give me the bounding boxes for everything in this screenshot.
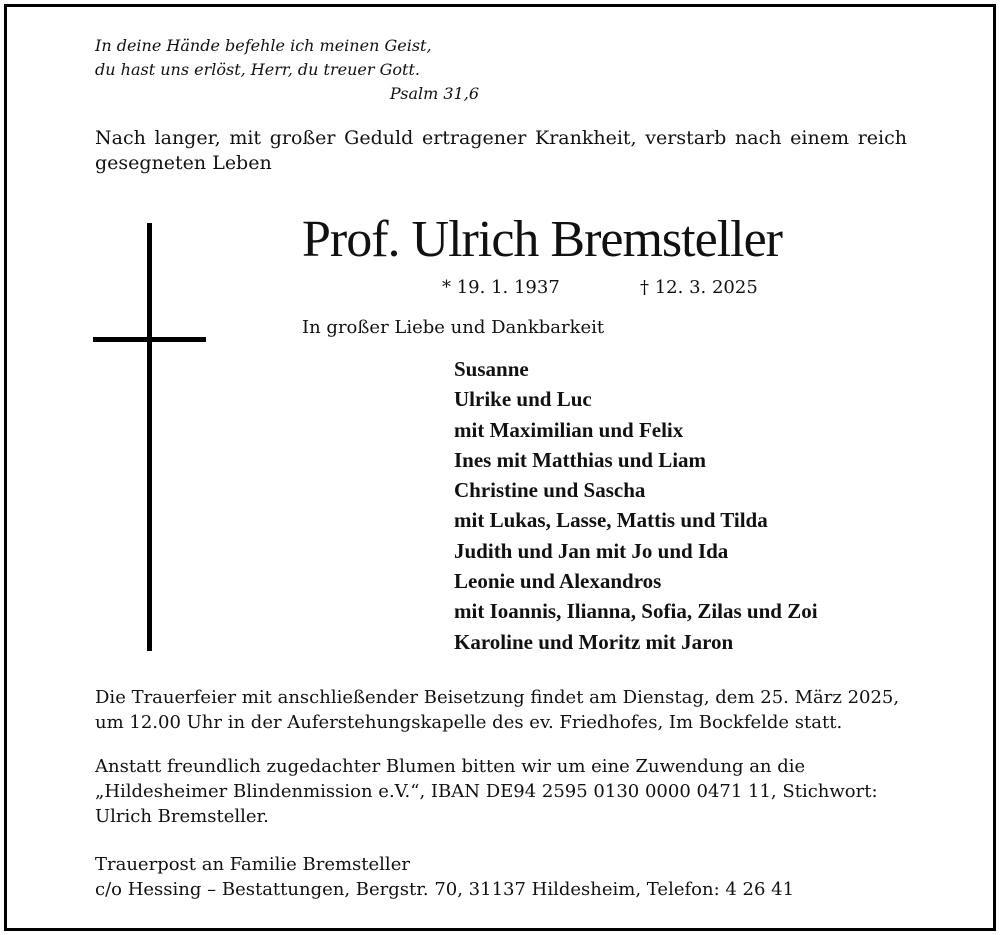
- family-list: [454, 354, 818, 657]
- family-member: Susanne: [454, 357, 529, 381]
- verse-line-2: du hast uns erlöst, Herr, du treuer Gott.: [95, 60, 420, 79]
- birth-date: * 19. 1. 1937: [442, 277, 560, 298]
- bible-verse: [95, 34, 479, 106]
- family-member: Ulrike und Luc: [454, 387, 592, 412]
- family-member: Leonie und Alexandros: [454, 569, 662, 594]
- donation-line-2: „Hildesheimer Blindenmission e.V.“, IBAN DE94 2595 0130 0000 0471 11, Stichwort:: [95, 781, 878, 802]
- donation-line-3: Ulrich Bremsteller.: [95, 806, 269, 827]
- family-member: Christine und Sascha: [454, 478, 646, 503]
- family-member: mit Lukas, Lasse, Mattis und Tilda: [454, 508, 768, 533]
- death-date: † 12. 3. 2025: [640, 277, 758, 298]
- deceased-name: Prof. Ulrich Bremsteller: [302, 211, 782, 268]
- cross-vertical-bar: [147, 223, 152, 651]
- family-member: Karoline und Moritz mit Jaron: [454, 629, 734, 654]
- donation-line-1: Anstatt freundlich zugedachter Blumen bitten wir um eine Zuwendung an die: [95, 756, 806, 777]
- family-member: mit Maximilian und Felix: [454, 417, 684, 442]
- family-member: mit Ioannis, Ilianna, Sofia, Zilas und Zoi: [454, 599, 818, 624]
- cross-horizontal-bar: [93, 337, 206, 342]
- verse-reference: Psalm 31,6: [389, 84, 479, 103]
- contact-line-1: Trauerpost an Familie Bremsteller: [95, 854, 410, 875]
- verse-line-1: In deine Hände befehle ich meinen Geist,: [95, 36, 432, 55]
- donation-info: [95, 754, 909, 829]
- funeral-info: [95, 685, 909, 735]
- contact-line-2: c/o Hessing – Bestattungen, Bergstr. 70, 31137 Hildesheim, Telefon: 4 26 41: [95, 879, 795, 900]
- contact-info: [95, 852, 909, 902]
- intro-text: Nach langer, mit großer Geduld ertragener Krankheit, verstarb nach einem reich gesegneten Leben: [95, 127, 907, 174]
- thanks-line: In großer Liebe und Dankbarkeit: [302, 317, 605, 338]
- family-member: Judith und Jan mit Jo und Ida: [454, 538, 729, 563]
- funeral-line-1: Die Trauerfeier mit anschließender Beisetzung findet am Dienstag, dem 25. März 2025,: [95, 687, 900, 708]
- family-member: Ines mit Matthias und Liam: [454, 447, 707, 472]
- funeral-line-2: um 12.00 Uhr in der Auferstehungskapelle des ev. Friedhofes, Im Bockfelde statt.: [95, 712, 843, 733]
